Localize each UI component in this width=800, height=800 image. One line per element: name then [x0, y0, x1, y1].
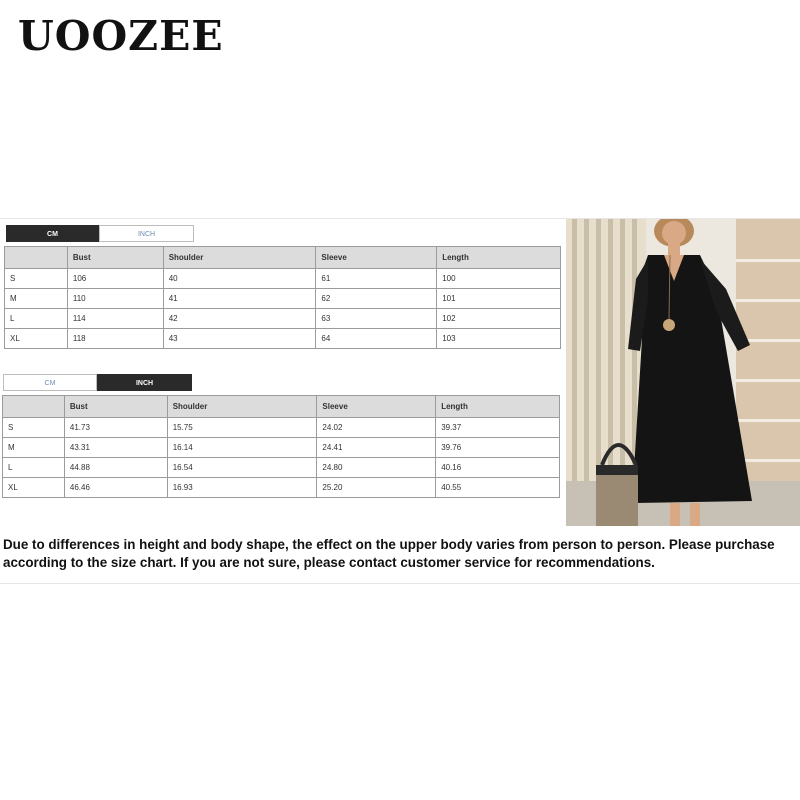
bust-cell: 114	[67, 309, 163, 329]
header-cell-bust: Bust	[64, 396, 167, 418]
size-cell: L	[3, 458, 65, 478]
table-row	[3, 478, 560, 498]
size-cell: M	[3, 438, 65, 458]
table-row	[3, 418, 560, 438]
table-row	[5, 289, 561, 309]
sleeve-cell: 24.41	[317, 438, 436, 458]
header-cell-size	[3, 396, 65, 418]
sleeve-cell: 25.20	[317, 478, 436, 498]
size-cell: L	[5, 309, 68, 329]
sleeve-cell: 61	[316, 269, 437, 289]
shoulder-cell: 15.75	[167, 418, 317, 438]
length-cell: 102	[437, 309, 561, 329]
length-cell: 40.16	[436, 458, 560, 478]
header-cell-length: Length	[436, 396, 560, 418]
shoulder-cell: 16.93	[167, 478, 317, 498]
tab-cm[interactable]: CM	[3, 374, 97, 391]
sleeve-cell: 62	[316, 289, 437, 309]
shoulder-cell: 41	[163, 289, 316, 309]
tab-inch[interactable]: INCH	[97, 374, 192, 391]
sleeve-cell: 63	[316, 309, 437, 329]
header-cell-shoulder: Shoulder	[163, 247, 316, 269]
table-row	[5, 329, 561, 349]
sleeve-cell: 24.02	[317, 418, 436, 438]
table-header-row	[5, 247, 561, 269]
inch-size-table	[2, 395, 560, 498]
shoulder-cell: 40	[163, 269, 316, 289]
tab-inch[interactable]: INCH	[99, 225, 194, 242]
size-chart-panel	[0, 218, 800, 584]
table-row	[5, 269, 561, 289]
shoulder-cell: 16.54	[167, 458, 317, 478]
shoulder-cell: 43	[163, 329, 316, 349]
table-row	[5, 309, 561, 329]
header-cell-size	[5, 247, 68, 269]
shoulder-cell: 16.14	[167, 438, 317, 458]
bust-cell: 106	[67, 269, 163, 289]
unit-tabs-inch-section	[3, 374, 192, 391]
table-header-row	[3, 396, 560, 418]
size-cell: XL	[5, 329, 68, 349]
bust-cell: 41.73	[64, 418, 167, 438]
unit-tabs-cm-section	[6, 225, 194, 242]
header-cell-shoulder: Shoulder	[167, 396, 317, 418]
tab-cm[interactable]: CM	[6, 225, 99, 242]
size-cell: XL	[3, 478, 65, 498]
bust-cell: 44.88	[64, 458, 167, 478]
bust-cell: 46.46	[64, 478, 167, 498]
sleeve-cell: 64	[316, 329, 437, 349]
sleeve-cell: 24.80	[317, 458, 436, 478]
length-cell: 39.37	[436, 418, 560, 438]
size-cell: M	[5, 289, 68, 309]
table-row	[3, 458, 560, 478]
length-cell: 101	[437, 289, 561, 309]
header-cell-length: Length	[437, 247, 561, 269]
length-cell: 39.76	[436, 438, 560, 458]
size-disclaimer-text: Due to differences in height and body shape, the effect on the upper body varies from person to person. Please purchase according to the size chart. If you are not sure, please contact customer service for recommendations.	[3, 537, 775, 570]
model-photo	[566, 219, 800, 526]
header-cell-sleeve: Sleeve	[317, 396, 436, 418]
length-cell: 100	[437, 269, 561, 289]
shoulder-cell: 42	[163, 309, 316, 329]
size-cell: S	[3, 418, 65, 438]
cm-size-table	[4, 246, 561, 349]
header-cell-sleeve: Sleeve	[316, 247, 437, 269]
table-row	[3, 438, 560, 458]
length-cell: 40.55	[436, 478, 560, 498]
bust-cell: 110	[67, 289, 163, 309]
bust-cell: 43.31	[64, 438, 167, 458]
size-cell: S	[5, 269, 68, 289]
brand-logo: UOOZEE	[18, 12, 224, 60]
length-cell: 103	[437, 329, 561, 349]
bust-cell: 118	[67, 329, 163, 349]
header-cell-bust: Bust	[67, 247, 163, 269]
